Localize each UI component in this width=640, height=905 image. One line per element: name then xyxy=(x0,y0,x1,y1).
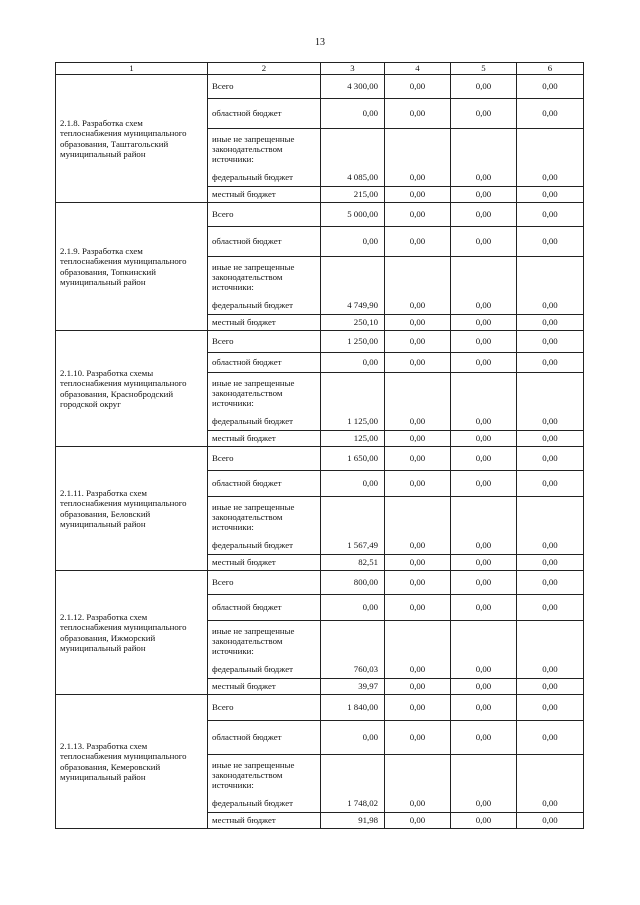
amount-cell: 0,00 xyxy=(517,331,584,353)
funding-source-label: иные не запрещенные законодательством источники: xyxy=(208,257,321,297)
header-cell: 6 xyxy=(517,63,584,75)
amount-cell: 0,00 xyxy=(451,413,517,431)
amount-cell: 4 300,00 xyxy=(321,75,385,99)
funding-source-label: федеральный бюджет xyxy=(208,537,321,555)
amount-cell: 0,00 xyxy=(451,595,517,621)
amount-cell: 0,00 xyxy=(385,795,451,813)
amount-cell: 0,00 xyxy=(451,795,517,813)
amount-cell: 0,00 xyxy=(451,695,517,721)
amount-cell: 0,00 xyxy=(517,413,584,431)
amount-cell: 0,00 xyxy=(517,721,584,755)
funding-source-label: федеральный бюджет xyxy=(208,661,321,679)
funding-source-label: областной бюджет xyxy=(208,721,321,755)
empty-cell xyxy=(321,373,385,413)
amount-cell: 215,00 xyxy=(321,187,385,203)
header-cell: 2 xyxy=(208,63,321,75)
funding-source-label: иные не запрещенные законодательством источники: xyxy=(208,373,321,413)
amount-cell: 0,00 xyxy=(321,595,385,621)
empty-cell xyxy=(451,755,517,795)
amount-cell: 0,00 xyxy=(517,297,584,315)
funding-source-label: федеральный бюджет xyxy=(208,413,321,431)
amount-cell: 0,00 xyxy=(385,447,451,471)
empty-cell xyxy=(385,373,451,413)
amount-cell: 0,00 xyxy=(451,331,517,353)
amount-cell: 4 749,90 xyxy=(321,297,385,315)
empty-cell xyxy=(321,755,385,795)
amount-cell: 250,10 xyxy=(321,315,385,331)
header-cell: 5 xyxy=(451,63,517,75)
program-row-total xyxy=(56,75,584,99)
program-name: 2.1.11. Разработка схем теплоснабжения муниципального образования, Беловский муниципальный район xyxy=(56,447,208,571)
empty-cell xyxy=(385,257,451,297)
amount-cell: 0,00 xyxy=(385,203,451,227)
empty-cell xyxy=(385,129,451,169)
empty-cell xyxy=(451,621,517,661)
amount-cell: 0,00 xyxy=(321,353,385,373)
amount-cell: 0,00 xyxy=(385,695,451,721)
amount-cell: 0,00 xyxy=(517,99,584,129)
amount-cell: 0,00 xyxy=(385,187,451,203)
funding-source-label: Всего xyxy=(208,203,321,227)
header-cell: 4 xyxy=(385,63,451,75)
funding-source-label: областной бюджет xyxy=(208,595,321,621)
amount-cell: 0,00 xyxy=(517,471,584,497)
amount-cell: 0,00 xyxy=(517,795,584,813)
amount-cell: 0,00 xyxy=(451,227,517,257)
amount-cell: 0,00 xyxy=(517,169,584,187)
amount-cell: 0,00 xyxy=(451,431,517,447)
empty-cell xyxy=(385,497,451,537)
amount-cell: 1 125,00 xyxy=(321,413,385,431)
empty-cell xyxy=(321,129,385,169)
empty-cell xyxy=(517,129,584,169)
amount-cell: 0,00 xyxy=(385,315,451,331)
amount-cell: 0,00 xyxy=(385,99,451,129)
funding-source-label: иные не запрещенные законодательством источники: xyxy=(208,621,321,661)
header-cell: 1 xyxy=(56,63,208,75)
funding-source-label: местный бюджет xyxy=(208,813,321,829)
amount-cell: 0,00 xyxy=(517,679,584,695)
amount-cell: 0,00 xyxy=(517,353,584,373)
amount-cell: 0,00 xyxy=(385,169,451,187)
amount-cell: 0,00 xyxy=(451,537,517,555)
amount-cell: 0,00 xyxy=(451,315,517,331)
amount-cell: 5 000,00 xyxy=(321,203,385,227)
funding-source-label: Всего xyxy=(208,447,321,471)
funding-source-label: областной бюджет xyxy=(208,353,321,373)
amount-cell: 0,00 xyxy=(385,661,451,679)
amount-cell: 800,00 xyxy=(321,571,385,595)
funding-source-label: федеральный бюджет xyxy=(208,169,321,187)
amount-cell: 0,00 xyxy=(517,813,584,829)
funding-source-label: областной бюджет xyxy=(208,227,321,257)
funding-source-label: федеральный бюджет xyxy=(208,795,321,813)
amount-cell: 0,00 xyxy=(385,555,451,571)
amount-cell: 0,00 xyxy=(517,75,584,99)
amount-cell: 0,00 xyxy=(451,679,517,695)
empty-cell xyxy=(385,621,451,661)
empty-cell xyxy=(517,373,584,413)
amount-cell: 0,00 xyxy=(517,447,584,471)
amount-cell: 0,00 xyxy=(385,353,451,373)
empty-cell xyxy=(451,257,517,297)
amount-cell: 0,00 xyxy=(451,75,517,99)
amount-cell: 1 250,00 xyxy=(321,331,385,353)
header-cell: 3 xyxy=(321,63,385,75)
amount-cell: 0,00 xyxy=(451,99,517,129)
program-name: 2.1.8. Разработка схем теплоснабжения муниципального образования, Таштагольский муниципальный район xyxy=(56,75,208,203)
amount-cell: 39,97 xyxy=(321,679,385,695)
empty-cell xyxy=(451,129,517,169)
funding-source-label: местный бюджет xyxy=(208,555,321,571)
program-row-total xyxy=(56,331,584,353)
funding-source-label: иные не запрещенные законодательством источники: xyxy=(208,129,321,169)
program-name: 2.1.10. Разработка схемы теплоснабжения муниципального образования, Краснобродский городской округ xyxy=(56,331,208,447)
amount-cell: 0,00 xyxy=(385,813,451,829)
amount-cell: 0,00 xyxy=(451,555,517,571)
amount-cell: 0,00 xyxy=(385,679,451,695)
amount-cell: 0,00 xyxy=(385,431,451,447)
amount-cell: 0,00 xyxy=(517,203,584,227)
funding-source-label: федеральный бюджет xyxy=(208,297,321,315)
amount-cell: 0,00 xyxy=(451,353,517,373)
amount-cell: 0,00 xyxy=(451,721,517,755)
amount-cell: 0,00 xyxy=(385,227,451,257)
amount-cell: 0,00 xyxy=(451,169,517,187)
amount-cell: 0,00 xyxy=(321,471,385,497)
program-row-total xyxy=(56,447,584,471)
empty-cell xyxy=(517,257,584,297)
amount-cell: 0,00 xyxy=(517,695,584,721)
amount-cell: 0,00 xyxy=(385,537,451,555)
empty-cell xyxy=(321,257,385,297)
amount-cell: 1 650,00 xyxy=(321,447,385,471)
program-name: 2.1.9. Разработка схем теплоснабжения муниципального образования, Топкинский муниципальный район xyxy=(56,203,208,331)
funding-source-label: местный бюджет xyxy=(208,679,321,695)
amount-cell: 0,00 xyxy=(517,227,584,257)
amount-cell: 1 567,49 xyxy=(321,537,385,555)
empty-cell xyxy=(517,497,584,537)
empty-cell xyxy=(451,373,517,413)
amount-cell: 760,03 xyxy=(321,661,385,679)
funding-source-label: местный бюджет xyxy=(208,315,321,331)
amount-cell: 0,00 xyxy=(321,227,385,257)
budget-table xyxy=(55,62,584,829)
empty-cell xyxy=(517,755,584,795)
amount-cell: 0,00 xyxy=(451,571,517,595)
amount-cell: 0,00 xyxy=(385,571,451,595)
program-row-total xyxy=(56,203,584,227)
amount-cell: 0,00 xyxy=(385,721,451,755)
amount-cell: 0,00 xyxy=(321,721,385,755)
amount-cell: 0,00 xyxy=(517,187,584,203)
amount-cell: 0,00 xyxy=(451,187,517,203)
amount-cell: 125,00 xyxy=(321,431,385,447)
page-number: 13 xyxy=(315,37,325,48)
amount-cell: 0,00 xyxy=(451,447,517,471)
funding-source-label: иные не запрещенные законодательством источники: xyxy=(208,755,321,795)
empty-cell xyxy=(321,497,385,537)
amount-cell: 0,00 xyxy=(385,413,451,431)
amount-cell: 4 085,00 xyxy=(321,169,385,187)
amount-cell: 0,00 xyxy=(517,431,584,447)
empty-cell xyxy=(451,497,517,537)
amount-cell: 0,00 xyxy=(517,595,584,621)
funding-source-label: областной бюджет xyxy=(208,99,321,129)
amount-cell: 0,00 xyxy=(451,661,517,679)
amount-cell: 0,00 xyxy=(451,297,517,315)
program-name: 2.1.12. Разработка схем теплоснабжения муниципального образования, Ижморский муниципальный район xyxy=(56,571,208,695)
amount-cell: 0,00 xyxy=(451,471,517,497)
funding-source-label: Всего xyxy=(208,331,321,353)
amount-cell: 91,98 xyxy=(321,813,385,829)
amount-cell: 0,00 xyxy=(451,813,517,829)
amount-cell: 0,00 xyxy=(385,75,451,99)
empty-cell xyxy=(385,755,451,795)
amount-cell: 0,00 xyxy=(517,537,584,555)
funding-source-label: областной бюджет xyxy=(208,471,321,497)
amount-cell: 0,00 xyxy=(385,471,451,497)
program-row-total xyxy=(56,695,584,721)
funding-source-label: иные не запрещенные законодательством источники: xyxy=(208,497,321,537)
amount-cell: 0,00 xyxy=(517,661,584,679)
funding-source-label: Всего xyxy=(208,695,321,721)
empty-cell xyxy=(321,621,385,661)
program-name: 2.1.13. Разработка схем теплоснабжения муниципального образования, Кемеровский муниципальный район xyxy=(56,695,208,829)
amount-cell: 82,51 xyxy=(321,555,385,571)
amount-cell: 0,00 xyxy=(517,571,584,595)
amount-cell: 0,00 xyxy=(321,99,385,129)
amount-cell: 0,00 xyxy=(385,297,451,315)
amount-cell: 0,00 xyxy=(385,331,451,353)
funding-source-label: местный бюджет xyxy=(208,431,321,447)
amount-cell: 0,00 xyxy=(385,595,451,621)
program-row-total xyxy=(56,571,584,595)
header-row xyxy=(56,63,584,75)
funding-source-label: Всего xyxy=(208,571,321,595)
empty-cell xyxy=(517,621,584,661)
amount-cell: 0,00 xyxy=(517,315,584,331)
funding-source-label: местный бюджет xyxy=(208,187,321,203)
amount-cell: 1 748,02 xyxy=(321,795,385,813)
funding-source-label: Всего xyxy=(208,75,321,99)
amount-cell: 1 840,00 xyxy=(321,695,385,721)
amount-cell: 0,00 xyxy=(451,203,517,227)
amount-cell: 0,00 xyxy=(517,555,584,571)
